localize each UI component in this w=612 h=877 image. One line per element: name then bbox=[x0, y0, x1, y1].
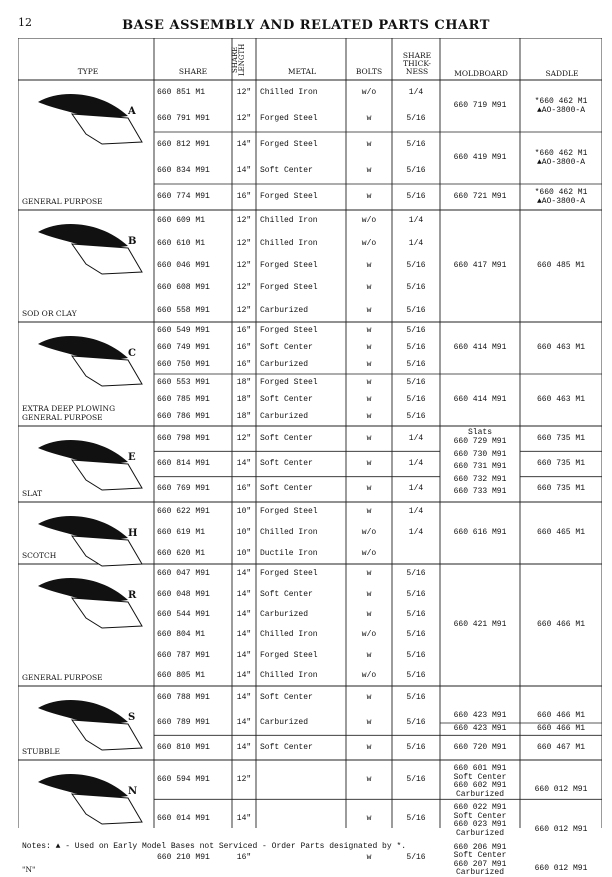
bolts: w bbox=[366, 589, 372, 599]
share-part-number: 660 549 M91 bbox=[157, 325, 210, 335]
share-part-number: 660 210 M91 bbox=[157, 853, 210, 863]
share-part-number: 660 805 M1 bbox=[157, 670, 206, 680]
share-length: 14" bbox=[236, 693, 252, 703]
metal-type: Chilled Iron bbox=[260, 630, 318, 640]
share-thickness: 5/16 bbox=[406, 114, 426, 123]
share-part-number: 660 594 M91 bbox=[157, 774, 210, 784]
moldboard-part-number: 660 414 M91 bbox=[453, 395, 507, 404]
share-thickness: 5/16 bbox=[406, 718, 426, 727]
share-part-number: 660 014 M91 bbox=[157, 814, 210, 823]
moldboard-part-number: Carburized bbox=[455, 828, 504, 838]
saddle-part-number: 660 465 M1 bbox=[536, 528, 585, 537]
share-thickness: 5/16 bbox=[406, 305, 426, 315]
type-letter: N bbox=[128, 786, 138, 797]
moldboard-part-number: Soft Center bbox=[453, 851, 507, 861]
saddle-part-number: *660 462 M1 bbox=[534, 188, 588, 197]
bolts: w bbox=[366, 140, 372, 149]
bolts: w bbox=[366, 377, 372, 387]
moldboard-part-number: 660 616 M91 bbox=[453, 528, 507, 537]
share-part-number: 660 619 M1 bbox=[157, 528, 206, 537]
moldboard-slat-part-number: 660 729 M91 bbox=[453, 437, 507, 446]
share-length: 14" bbox=[236, 166, 252, 175]
type-label: GENERAL PURPOSE bbox=[22, 197, 103, 206]
share-length: 12" bbox=[236, 283, 252, 293]
moldboard-part-number: 660 721 M91 bbox=[453, 192, 507, 201]
saddle-part-number: 660 012 M91 bbox=[534, 824, 588, 834]
moldboard-part-number: 660 419 M91 bbox=[453, 153, 507, 162]
bolts: w/o bbox=[361, 528, 377, 537]
type-label: STUBBLE bbox=[22, 747, 60, 756]
bolts: w bbox=[366, 166, 372, 175]
share-length: 18" bbox=[236, 395, 252, 404]
share-thickness: 1/4 bbox=[408, 238, 424, 248]
share-thickness: 1/4 bbox=[408, 484, 424, 494]
share-part-number: 660 610 M1 bbox=[157, 238, 206, 248]
share-length: 16" bbox=[236, 343, 252, 352]
share-length: 12" bbox=[236, 216, 252, 226]
saddle-part-number: 660 463 M1 bbox=[536, 343, 585, 352]
moldboard-part-number: Carburized bbox=[455, 789, 504, 799]
moldboard-slat-part-number: 660 733 M91 bbox=[453, 487, 507, 496]
share-part-number: 660 814 M91 bbox=[157, 459, 210, 468]
moldboard-part-number: 660 423 M91 bbox=[453, 710, 507, 720]
type-letter: H bbox=[128, 528, 138, 539]
share-thickness: 1/4 bbox=[408, 507, 424, 517]
bolts: w bbox=[366, 412, 372, 422]
moldboard-slats-title: Slats bbox=[467, 428, 492, 437]
moldboard-part-number: Soft Center bbox=[453, 811, 507, 821]
bolts: w bbox=[366, 261, 372, 270]
share-part-number: 660 774 M91 bbox=[157, 192, 210, 201]
type-label: SOD OR CLAY bbox=[22, 309, 77, 318]
share-thickness: 1/4 bbox=[408, 528, 424, 537]
share-thickness: 1/4 bbox=[408, 459, 424, 468]
share-part-number: 660 048 M91 bbox=[157, 589, 210, 599]
type-letter: R bbox=[128, 590, 137, 601]
share-part-number: 660 798 M91 bbox=[157, 433, 210, 443]
metal-type: Chilled Iron bbox=[260, 670, 318, 680]
share-illustration-b bbox=[38, 224, 142, 274]
bolts: w/o bbox=[361, 548, 377, 558]
type-label: SCOTCH bbox=[22, 551, 57, 560]
metal-type: Forged Steel bbox=[260, 192, 318, 201]
metal-type: Forged Steel bbox=[260, 650, 318, 660]
metal-type: Carburized bbox=[260, 718, 309, 727]
share-length: 14" bbox=[236, 459, 252, 468]
share-thickness: 5/16 bbox=[406, 814, 426, 823]
bolts: w bbox=[366, 507, 372, 517]
saddle-part-number: 660 012 M91 bbox=[534, 785, 588, 795]
share-length: 14" bbox=[236, 650, 252, 660]
type-letter: A bbox=[128, 106, 136, 117]
saddle-part-number: ▲AO-3800-A bbox=[536, 158, 585, 167]
share-length: 16" bbox=[236, 853, 252, 863]
share-thickness: 5/16 bbox=[406, 742, 426, 752]
share-thickness: 5/16 bbox=[406, 630, 426, 640]
moldboard-part-number: 660 423 M91 bbox=[453, 724, 507, 734]
header-type: TYPE bbox=[77, 67, 99, 76]
moldboard-part-number: 660 421 M91 bbox=[453, 620, 507, 629]
share-thickness: 5/16 bbox=[406, 693, 426, 703]
share-part-number: 660 786 M91 bbox=[157, 412, 210, 422]
bolts: w bbox=[366, 774, 372, 784]
share-length: 14" bbox=[236, 569, 252, 579]
metal-type: Soft Center bbox=[260, 484, 313, 494]
moldboard-part-number: 660 602 M91 bbox=[453, 781, 507, 790]
share-part-number: 660 047 M91 bbox=[157, 569, 210, 579]
share-length: 14" bbox=[236, 630, 252, 640]
bolts: w bbox=[366, 114, 372, 123]
share-thickness: 5/16 bbox=[406, 395, 426, 404]
metal-type: Soft Center bbox=[260, 589, 313, 599]
share-part-number: 660 553 M91 bbox=[157, 377, 210, 387]
notes: Notes: ▲ - Used on Early Model Bases not Serviced - Order Parts designated by *. bbox=[22, 842, 407, 851]
saddle-part-number: *660 462 M1 bbox=[534, 97, 588, 106]
bolts: w bbox=[366, 360, 372, 370]
share-part-number: 660 791 M91 bbox=[157, 114, 210, 123]
metal-type: Chilled Iron bbox=[260, 216, 318, 226]
metal-type: Forged Steel bbox=[260, 507, 318, 517]
metal-type: Soft Center bbox=[260, 166, 313, 175]
saddle-part-number: ▲AO-3800-A bbox=[536, 197, 585, 206]
share-part-number: 660 622 M91 bbox=[157, 507, 210, 517]
page-title: BASE ASSEMBLY AND RELATED PARTS CHART bbox=[122, 18, 490, 33]
share-illustration-n bbox=[38, 774, 142, 824]
share-length: 16" bbox=[236, 325, 252, 335]
type-label: SLAT bbox=[22, 489, 43, 498]
metal-type: Forged Steel bbox=[260, 114, 318, 123]
share-illustration-e bbox=[38, 440, 142, 490]
metal-type: Carburized bbox=[260, 412, 309, 422]
share-part-number: 660 834 M91 bbox=[157, 166, 210, 175]
moldboard-part-number: Carburized bbox=[455, 868, 504, 877]
bolts: w bbox=[366, 192, 372, 201]
share-thickness: 5/16 bbox=[406, 377, 426, 387]
bolts: w bbox=[366, 325, 372, 335]
share-thickness: 5/16 bbox=[406, 343, 426, 352]
bolts: w/o bbox=[361, 216, 377, 226]
metal-type: Forged Steel bbox=[260, 140, 318, 149]
share-part-number: 660 769 M91 bbox=[157, 484, 210, 494]
bolts: w bbox=[366, 853, 372, 863]
type-letter: C bbox=[128, 348, 136, 359]
saddle-part-number: 660 735 M1 bbox=[536, 484, 585, 494]
share-part-number: 660 787 M91 bbox=[157, 650, 210, 660]
bolts: w bbox=[366, 343, 372, 352]
saddle-part-number: 660 012 M91 bbox=[534, 864, 588, 873]
bolts: w/o bbox=[361, 238, 377, 248]
moldboard-part-number: 660 601 M91 bbox=[453, 764, 507, 773]
share-length: 12" bbox=[236, 433, 252, 443]
share-illustration-a bbox=[38, 94, 142, 144]
moldboard-part-number: 660 206 M91 bbox=[453, 842, 507, 852]
bolts: w bbox=[366, 433, 372, 443]
bolts: w bbox=[366, 718, 372, 727]
share-part-number: 660 620 M1 bbox=[157, 548, 206, 558]
bolts: w bbox=[366, 693, 372, 703]
saddle-part-number: *660 462 M1 bbox=[534, 149, 588, 158]
header-share-length: SHARE LENGTH bbox=[231, 43, 246, 77]
share-length: 12" bbox=[236, 114, 252, 123]
metal-type: Forged Steel bbox=[260, 325, 318, 335]
share-thickness: 5/16 bbox=[406, 166, 426, 175]
moldboard-part-number: 660 207 M91 bbox=[453, 859, 507, 869]
share-thickness: 5/16 bbox=[406, 261, 426, 270]
share-thickness: 5/16 bbox=[406, 670, 426, 680]
moldboard-part-number: 660 022 M91 bbox=[453, 803, 507, 813]
bolts: w/o bbox=[361, 630, 377, 640]
bolts: w bbox=[366, 459, 372, 468]
metal-type: Chilled Iron bbox=[260, 238, 318, 248]
moldboard-slat-part-number: 660 732 M91 bbox=[453, 474, 507, 484]
share-thickness: 5/16 bbox=[406, 140, 426, 149]
share-thickness: 5/16 bbox=[406, 360, 426, 370]
header-share: SHARE bbox=[178, 67, 208, 76]
metal-type: Forged Steel bbox=[260, 569, 318, 579]
share-length: 16" bbox=[236, 360, 252, 370]
bolts: w bbox=[366, 395, 372, 404]
share-part-number: 660 544 M91 bbox=[157, 609, 210, 619]
saddle-part-number: 660 466 M1 bbox=[536, 620, 585, 629]
saddle-part-number: 660 463 M1 bbox=[536, 395, 585, 404]
saddle-part-number: 660 485 M1 bbox=[536, 261, 585, 270]
bolts: w bbox=[366, 814, 372, 823]
share-part-number: 660 609 M1 bbox=[157, 216, 206, 226]
share-part-number: 660 789 M91 bbox=[157, 718, 210, 727]
share-length: 14" bbox=[236, 742, 252, 752]
share-part-number: 660 851 M1 bbox=[157, 88, 206, 97]
metal-type: Soft Center bbox=[260, 742, 313, 752]
moldboard-part-number: 660 720 M91 bbox=[453, 742, 507, 752]
header-moldboard: MOLDBOARD bbox=[454, 69, 508, 78]
header-saddle: SADDLE bbox=[545, 69, 579, 78]
share-illustration-r bbox=[38, 578, 142, 628]
saddle-part-number: 660 466 M1 bbox=[536, 710, 585, 720]
share-length: 14" bbox=[236, 814, 252, 823]
type-letter: E bbox=[128, 452, 136, 463]
share-length: 12" bbox=[236, 261, 252, 270]
share-length: 16" bbox=[236, 484, 252, 494]
share-length: 12" bbox=[236, 88, 252, 97]
share-thickness: 5/16 bbox=[406, 650, 426, 660]
share-length: 14" bbox=[236, 609, 252, 619]
saddle-part-number: ▲AO-3800-A bbox=[536, 106, 585, 115]
type-label: "N" bbox=[22, 865, 36, 874]
share-part-number: 660 608 M91 bbox=[157, 283, 210, 293]
share-length: 14" bbox=[236, 718, 252, 727]
share-length: 16" bbox=[236, 192, 252, 201]
share-length: 18" bbox=[236, 412, 252, 422]
share-thickness: 5/16 bbox=[406, 192, 426, 201]
moldboard-part-number: 660 023 M91 bbox=[453, 820, 507, 830]
metal-type: Soft Center bbox=[260, 343, 313, 352]
moldboard-slat-part-number: 660 731 M91 bbox=[453, 462, 507, 471]
share-part-number: 660 788 M91 bbox=[157, 693, 210, 703]
share-thickness: 1/4 bbox=[408, 88, 424, 97]
share-thickness: 5/16 bbox=[406, 609, 426, 619]
saddle-part-number: 660 467 M1 bbox=[536, 742, 585, 752]
share-thickness: 1/4 bbox=[408, 433, 424, 443]
metal-type: Carburized bbox=[260, 360, 309, 370]
metal-type: Chilled Iron bbox=[260, 88, 318, 97]
moldboard-slat-part-number: 660 730 M91 bbox=[453, 449, 507, 459]
share-illustration-s bbox=[38, 700, 142, 750]
share-illustration-c bbox=[38, 336, 142, 386]
header-share-thickness: SHARE THICK- NESS bbox=[402, 51, 432, 76]
share-part-number: 660 750 M91 bbox=[157, 360, 210, 370]
share-thickness: 1/4 bbox=[408, 216, 424, 226]
metal-type: Soft Center bbox=[260, 395, 313, 404]
bolts: w bbox=[366, 283, 372, 293]
moldboard-part-number: 660 414 M91 bbox=[453, 343, 507, 352]
type-label: EXTRA DEEP PLOWING GENERAL PURPOSE bbox=[22, 404, 116, 422]
share-part-number: 660 749 M91 bbox=[157, 343, 210, 352]
bolts: w bbox=[366, 609, 372, 619]
share-thickness: 5/16 bbox=[406, 774, 426, 784]
share-length: 14" bbox=[236, 670, 252, 680]
share-part-number: 660 785 M91 bbox=[157, 395, 210, 404]
type-letter: B bbox=[128, 236, 137, 247]
share-part-number: 660 046 M91 bbox=[157, 261, 210, 270]
saddle-part-number: 660 735 M1 bbox=[536, 433, 585, 443]
moldboard-part-number: Soft Center bbox=[453, 772, 507, 782]
metal-type: Carburized bbox=[260, 609, 309, 619]
share-thickness: 5/16 bbox=[406, 283, 426, 293]
metal-type: Soft Center bbox=[260, 433, 313, 443]
share-thickness: 5/16 bbox=[406, 412, 426, 422]
share-part-number: 660 804 M1 bbox=[157, 630, 206, 640]
share-part-number: 660 812 M91 bbox=[157, 140, 210, 149]
bolts: w bbox=[366, 305, 372, 315]
metal-type: Soft Center bbox=[260, 693, 313, 703]
share-length: 12" bbox=[236, 238, 252, 248]
share-length: 14" bbox=[236, 140, 252, 149]
type-label: GENERAL PURPOSE bbox=[22, 673, 103, 682]
metal-type: Carburized bbox=[260, 305, 309, 315]
moldboard-part-number: 660 719 M91 bbox=[453, 101, 507, 110]
share-part-number: 660 558 M91 bbox=[157, 305, 210, 315]
bolts: w bbox=[366, 484, 372, 494]
metal-type: Ductile Iron bbox=[260, 548, 318, 558]
metal-type: Chilled Iron bbox=[260, 528, 318, 537]
bolts: w bbox=[366, 569, 372, 579]
metal-type: Forged Steel bbox=[260, 377, 318, 387]
page-number: 12 bbox=[18, 16, 32, 29]
header-bolts: BOLTS bbox=[355, 67, 383, 76]
metal-type: Forged Steel bbox=[260, 261, 318, 270]
share-length: 12" bbox=[236, 305, 252, 315]
share-length: 10" bbox=[236, 528, 252, 537]
share-thickness: 5/16 bbox=[406, 853, 426, 863]
moldboard-part-number: 660 417 M91 bbox=[453, 261, 507, 270]
share-thickness: 5/16 bbox=[406, 325, 426, 335]
share-length: 10" bbox=[236, 548, 252, 558]
saddle-part-number: 660 735 M1 bbox=[536, 459, 585, 468]
metal-type: Soft Center bbox=[260, 459, 313, 468]
share-length: 12" bbox=[236, 774, 252, 784]
share-length: 18" bbox=[236, 377, 252, 387]
share-thickness: 5/16 bbox=[406, 569, 426, 579]
bolts: w bbox=[366, 650, 372, 660]
header-metal: METAL bbox=[287, 67, 317, 76]
bolts: w/o bbox=[361, 88, 377, 97]
share-length: 14" bbox=[236, 589, 252, 599]
share-thickness: 5/16 bbox=[406, 589, 426, 599]
saddle-part-number: 660 466 M1 bbox=[536, 724, 585, 734]
share-part-number: 660 810 M91 bbox=[157, 742, 210, 752]
metal-type: Forged Steel bbox=[260, 283, 318, 293]
bolts: w bbox=[366, 742, 372, 752]
type-letter: S bbox=[128, 712, 136, 723]
bolts: w/o bbox=[361, 670, 377, 680]
share-length: 10" bbox=[236, 507, 252, 517]
